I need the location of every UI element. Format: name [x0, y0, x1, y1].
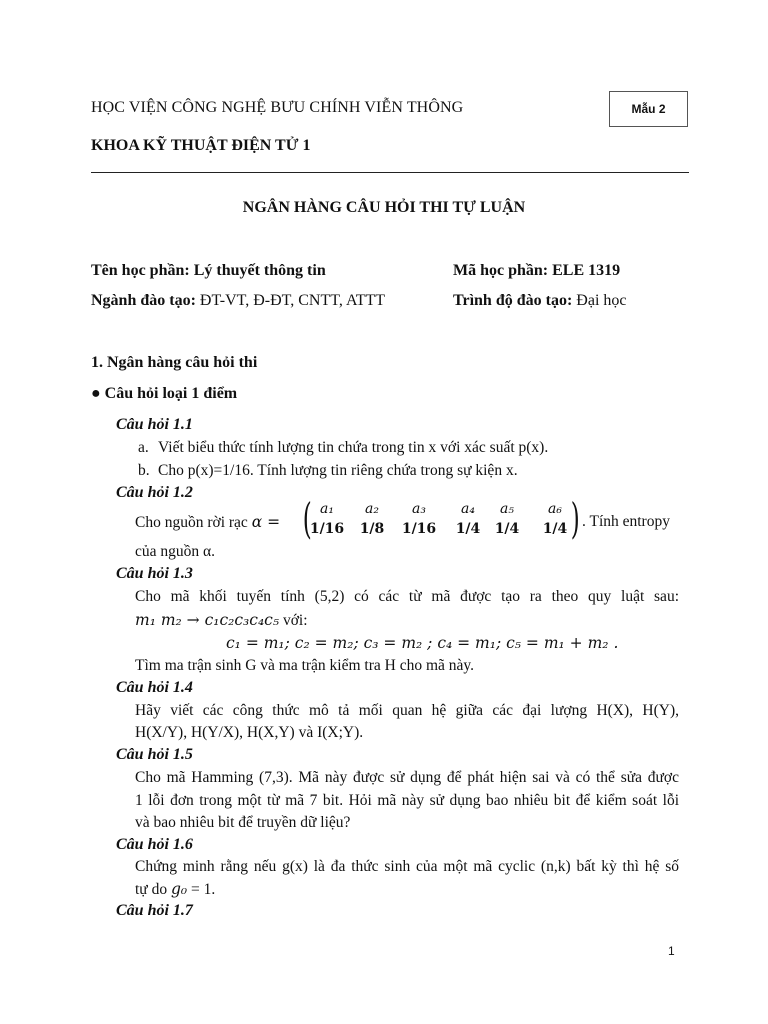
q1-3-mapping: m₁ m₂ → c₁c₂c₃c₄c₅	[135, 611, 280, 629]
training-level	[453, 292, 626, 310]
training-major	[91, 292, 385, 310]
matrix-prob: 1/4	[542, 521, 568, 537]
form-code-box: Mẫu 2	[609, 91, 688, 127]
q1-2-prefix-text: Cho nguồn rời rạc	[135, 514, 252, 531]
matrix-symbol: a₁	[320, 501, 334, 517]
matrix-symbol: a₆	[548, 501, 562, 517]
left-paren: (	[302, 494, 312, 543]
matrix-prob: 1/4	[494, 521, 520, 537]
category-title: ● Câu hỏi loại 1 điểm	[91, 385, 238, 402]
q1-3-with: với:	[279, 612, 308, 629]
matrix-prob: 1/16	[309, 521, 345, 537]
question-heading-1-6: Câu hỏi 1.6	[116, 836, 193, 853]
q1-6-free-term-text: tự do	[135, 881, 171, 898]
q1-6-g0: g₀	[170, 880, 188, 898]
course-name: Tên học phần: Lý thuyết thông tin	[91, 262, 326, 279]
question-heading-1-4: Câu hỏi 1.4	[116, 679, 193, 696]
matrix-symbol: a₃	[412, 501, 426, 517]
matrix-symbol: a₅	[500, 501, 514, 517]
document-title: NGÂN HÀNG CÂU HỎI THI TỰ LUẬN	[242, 199, 526, 216]
q1-6-equals-one: = 1.	[187, 881, 216, 898]
q1-2-line2: của nguồn α.	[135, 543, 216, 560]
section-title: 1. Ngân hàng câu hỏi thi	[91, 354, 258, 371]
level-label: Trình độ đào tạo:	[453, 292, 573, 309]
question-heading-1-1: Câu hỏi 1.1	[116, 416, 193, 433]
matrix-prob: 1/4	[455, 521, 481, 537]
item-a-text: Viết biểu thức tính lượng tin chứa trong tin x với xác suất p(x).	[158, 439, 549, 456]
major-label: Ngành đào tạo:	[91, 292, 196, 309]
q1-6-line2	[135, 880, 215, 899]
level-value: Đại học	[572, 292, 627, 309]
item-b-text: Cho p(x)=1/16. Tính lượng tin riêng chứa trong sự kiện x.	[158, 462, 518, 479]
institution-name: HỌC VIỆN CÔNG NGHỆ BƯU CHÍNH VIỄN THÔNG	[91, 99, 464, 116]
question-heading-1-5: Câu hỏi 1.5	[116, 746, 193, 763]
question-heading-1-2: Câu hỏi 1.2	[116, 484, 193, 501]
q1-4-line1: Hãy viết các công thức mô tả mối quan hệ giữa các đại lượng H(X), H(Y),	[135, 702, 679, 719]
question-heading-1-7: Câu hỏi 1.7	[116, 902, 193, 919]
matrix-prob: 1/8	[359, 521, 385, 537]
q1-3-equations: c₁ = m₁; c₂ = m₂; c₃ = m₂ ; c₄ = m₁; c₅ = m₁ + m₂ .	[226, 634, 619, 652]
q1-2-suffix: . Tính entropy	[582, 513, 670, 530]
right-paren: )	[570, 494, 580, 543]
question-heading-1-3: Câu hỏi 1.3	[116, 565, 193, 582]
alpha-equation: α =	[251, 513, 281, 531]
header-divider	[91, 172, 689, 173]
item-b-letter: b.	[138, 462, 150, 479]
page-number: 1	[668, 944, 675, 958]
q1-6-line1: Chứng minh rằng nếu g(x) là đa thức sinh của một mã cyclic (n,k) bất kỳ thì hệ số	[135, 858, 679, 875]
q1-3-line4: Tìm ma trận sinh G và ma trận kiểm tra H cho mã này.	[135, 657, 475, 674]
q1-5-line3: và bao nhiêu bit để truyền dữ liệu?	[135, 814, 351, 831]
q1-2-prefix	[135, 513, 280, 532]
source-distribution-matrix	[302, 494, 580, 543]
course-code: Mã học phần: ELE 1319	[453, 262, 621, 279]
item-a-letter: a.	[138, 439, 149, 456]
q1-5-line2: 1 lỗi đơn trong một từ mã 7 bit. Hỏi mã này sử dụng bao nhiêu bit để kiểm soát lỗi	[135, 792, 679, 809]
q1-5-line1: Cho mã Hamming (7,3). Mã này được sử dụng để phát hiện sai và có thể sửa được	[135, 769, 679, 786]
matrix-prob: 1/16	[401, 521, 437, 537]
department-name: KHOA KỸ THUẬT ĐIỆN TỬ 1	[91, 137, 311, 154]
major-value: ĐT-VT, Đ-ĐT, CNTT, ATTT	[195, 292, 386, 309]
q1-4-line2: H(X/Y), H(Y/X), H(X,Y) và I(X;Y).	[135, 724, 364, 741]
q1-3-line1: Cho mã khối tuyến tính (5,2) có các từ mã được tạo ra theo quy luật sau:	[135, 588, 679, 605]
matrix-symbol: a₂	[365, 501, 379, 517]
q1-3-line2	[135, 611, 308, 630]
matrix-symbol: a₄	[461, 501, 475, 517]
